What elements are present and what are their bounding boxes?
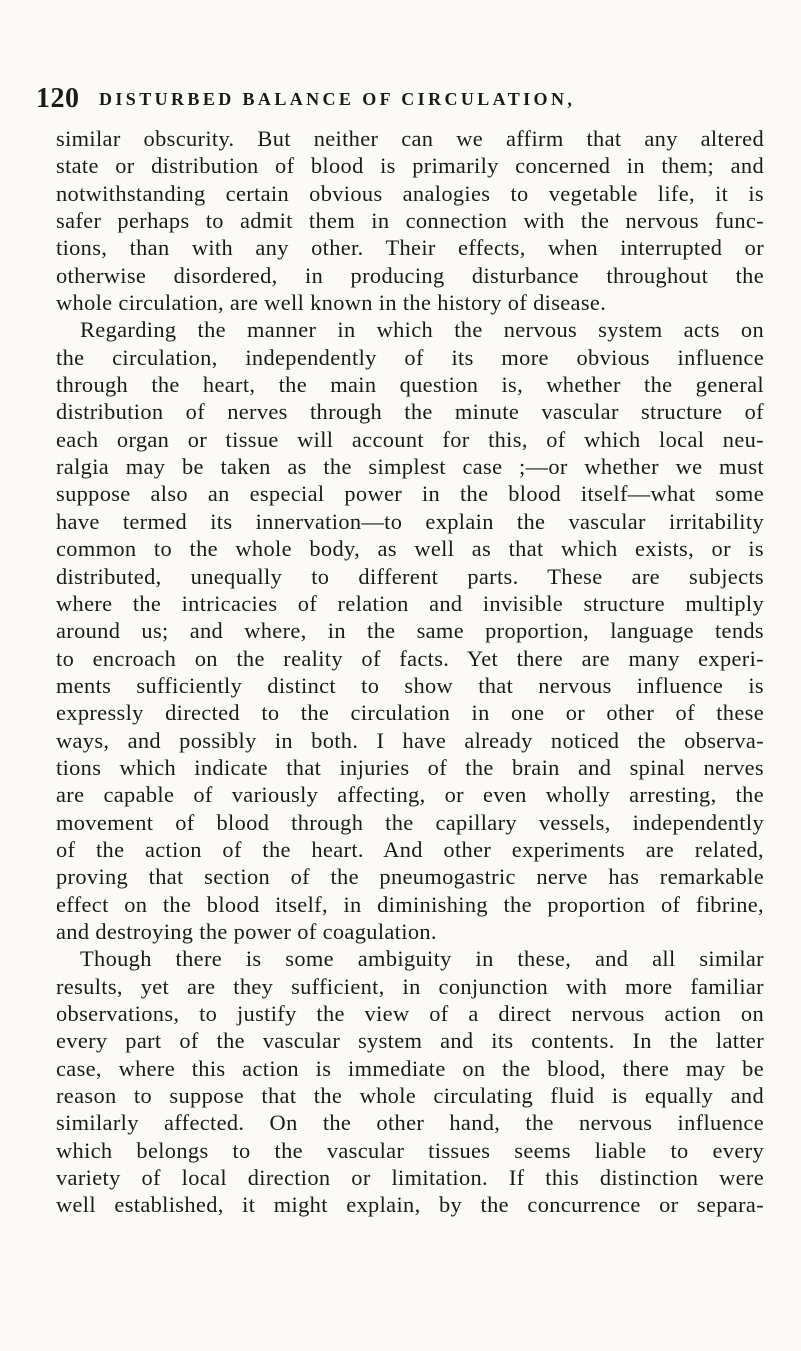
text-line: the circulation, independently of its more obvious influence [56, 344, 764, 370]
text-line: and destroying the power of coagulation. [56, 918, 437, 944]
text-line: Regarding the manner in which the nervous system acts on [80, 317, 764, 343]
text-line: well established, it might explain, by the concurrence or separa- [56, 1192, 764, 1218]
running-title: DISTURBED BALANCE OF CIRCULATION, [99, 89, 576, 109]
text-line: similar obscurity. But neither can we affirm that any altered [56, 126, 764, 151]
text-line: Though there is some ambiguity in these, and all similar [80, 946, 764, 972]
text-line: where the intricacies of relation and invisible structure multiply [56, 590, 764, 616]
text-line: reason to suppose that the whole circulating fluid is equally and [56, 1083, 764, 1109]
text-line: whole circulation, are well known in the history of disease. [56, 290, 607, 316]
text-line: ways, and possibly in both. I have already noticed the observa- [56, 727, 764, 753]
text-line: ments sufficiently distinct to show that nervous influence is [56, 672, 764, 698]
text-line: distribution of nerves through the minute vascular structure of [56, 399, 764, 425]
text-line: proving that section of the pneumogastric nerve has remarkable [56, 864, 764, 890]
text-line: otherwise disordered, in producing disturbance throughout the [56, 262, 764, 288]
text-line: movement of blood through the capillary vessels, independently [56, 809, 764, 835]
text-line: are capable of variously affecting, or even wholly arresting, the [56, 782, 764, 808]
text-line: around us; and where, in the same proportion, language tends [56, 618, 764, 644]
text-line: tions which indicate that injuries of the brain and spinal nerves [56, 754, 764, 780]
text-line: similarly affected. On the other hand, the nervous influence [56, 1110, 764, 1136]
body-text [56, 125, 764, 1219]
text-line: effect on the blood itself, in diminishing the proportion of fibrine, [56, 891, 764, 917]
text-line: notwithstanding certain obvious analogies to vegetable life, it is [56, 180, 764, 206]
text-line: suppose also an especial power in the blood itself—what some [56, 481, 764, 507]
text-line: have termed its innervation—to explain the vascular irritability [56, 508, 764, 534]
text-line: each organ or tissue will account for this, of which local neu- [56, 426, 764, 452]
text-line: common to the whole body, as well as that which exists, or is [56, 536, 764, 562]
text-line: which belongs to the vascular tissues seems liable to every [56, 1137, 764, 1163]
text-line: variety of local direction or limitation. If this distinction were [56, 1165, 764, 1191]
page-number: 120 [36, 83, 80, 114]
text-line: observations, to justify the view of a direct nervous action on [56, 1001, 764, 1026]
text-line: through the heart, the main question is, whether the general [56, 372, 764, 398]
text-line: distributed, unequally to different parts. These are subjects [56, 563, 764, 589]
text-line: of the action of the heart. And other experiments are related, [56, 836, 764, 862]
text-line: state or distribution of blood is primarily concerned in them; and [56, 153, 764, 179]
text-line: expressly directed to the circulation in one or other of these [56, 700, 764, 726]
text-line: case, where this action is immediate on the blood, there may be [56, 1055, 764, 1081]
text-line: results, yet are they sufficient, in conjunction with more familiar [56, 973, 764, 999]
text-line: safer perhaps to admit them in connection with the nervous func- [56, 208, 764, 234]
text-line: ralgia may be taken as the simplest case ;—or whether we must [56, 454, 764, 480]
text-line: tions, than with any other. Their effects, when interrupted or [56, 235, 764, 261]
text-line: every part of the vascular system and its contents. In the latter [56, 1028, 764, 1054]
page-header [36, 83, 776, 119]
text-line: to encroach on the reality of facts. Yet there are many experi- [56, 645, 764, 671]
